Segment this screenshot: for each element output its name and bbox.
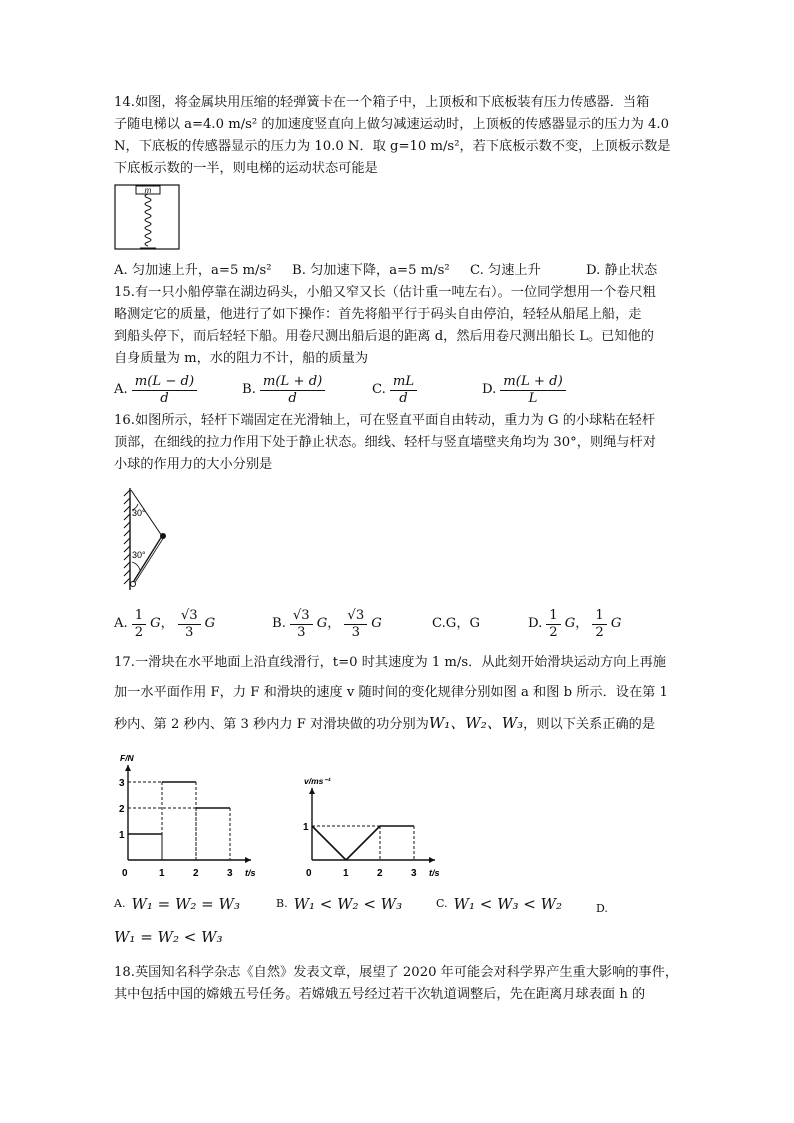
q16-option-b-label: B. — [272, 616, 286, 631]
q17-stem-line-3b: ，则以下关系正确的是 — [523, 717, 656, 732]
q15-a-numerator: m(L − d) — [132, 374, 197, 391]
q16-d-f2-num: 1 — [592, 608, 606, 625]
q16-ball — [160, 533, 166, 539]
q16-b-f1-den: 3 — [297, 624, 306, 640]
q16-stem-line-1: 16.如图所示，轻杆下端固定在光滑轴上，可在竖直平面自由转动，重力为 G 的小球粘在轻杆 — [114, 413, 656, 428]
q15-options — [114, 370, 682, 410]
q16-d-f2-den: 2 — [595, 624, 604, 640]
question-16 — [114, 410, 682, 644]
q17-stem-line-2: 加一水平面作用 F，力 F 和滑块的速度 v 随时间的变化规律分别如图 a 和图 b 所示．设在第 1 — [114, 685, 668, 700]
q15-option-c[interactable] — [372, 374, 482, 407]
q15-option-c-fraction — [390, 374, 417, 407]
q17-option-b-expr: W₁ < W₂ < W₃ — [293, 895, 403, 913]
q14-option-b[interactable]: B. 匀加速下降，a=5 m/s² — [292, 263, 450, 278]
q17-graph-b — [298, 750, 468, 884]
question-14 — [114, 92, 682, 282]
y-tick-label: 3 — [119, 778, 125, 789]
q16-a-fraction-2 — [178, 608, 201, 641]
q15-d-numerator: m(L + d) — [500, 374, 565, 391]
y-axis-label: v/ms⁻¹ — [304, 776, 331, 786]
q16-b-fraction-1 — [290, 608, 313, 641]
q15-stem-line-1: 15.有一只小船停靠在湖边码头，小船又窄又长（估计重一吨左右）。一位同学想用一个卷尺粗 — [114, 285, 656, 300]
q16-d-g1: G — [564, 616, 576, 631]
q17-stem-line-1: 17.一滑块在水平地面上沿直线滑行，t=0 时其速度为 1 m/s．从此刻开始滑块运动方向上再施 — [114, 655, 666, 670]
y-axis-arrow — [125, 765, 131, 771]
q15-option-c-label: C. — [372, 382, 386, 397]
y-tick-label: 1 — [303, 822, 309, 833]
q16-rod — [132, 536, 162, 584]
q16-b-f1-num: √3 — [290, 608, 313, 625]
q14-stem-line-1: 14.如图，将金属块用压缩的轻弹簧卡在一个箱子中，上顶板和下底板装有压力传感器．当箱 — [114, 95, 650, 110]
q14-spring — [145, 194, 151, 246]
q16-option-a[interactable] — [114, 608, 272, 641]
q16-b-f2-num: √3 — [344, 608, 367, 625]
q16-d-f1-den: 2 — [549, 624, 558, 640]
q16-b-sep: ， — [327, 616, 341, 631]
q17-option-d-expr: W₁ = W₂ < W₃ — [114, 928, 223, 946]
q16-stem-line-3: 小球的作用力的大小分别是 — [114, 457, 273, 472]
y-axis-label: F/N — [120, 753, 134, 763]
q15-d-denominator: L — [528, 390, 538, 406]
q16-d-sep: ， — [575, 616, 589, 631]
q14-option-d[interactable]: D. 静止状态 — [586, 263, 658, 278]
q14-options — [114, 260, 682, 282]
q16-a-sep: ， — [160, 616, 174, 631]
q17-options — [114, 888, 682, 920]
q16-b-fraction-2 — [344, 608, 367, 641]
q16-angle-top-label: 30° — [132, 508, 146, 518]
q17-option-a[interactable] — [114, 893, 276, 915]
q15-b-denominator: d — [288, 390, 297, 406]
q17-stem-line-3a: 秒内、第 2 秒内、第 3 秒内力 F 对滑块做的功分别为 — [114, 717, 429, 732]
x-tick-label: 2 — [377, 868, 383, 879]
y-tick-label: 1 — [119, 830, 125, 841]
x-tick-label: 0 — [306, 868, 312, 879]
q14-spring-box-figure — [114, 184, 184, 254]
q16-d-fraction-1 — [546, 608, 560, 641]
q15-stem-line-4: 自身质量为 m，水的阻力不计，船的质量为 — [114, 351, 369, 366]
q14-stem-line-2: 子随电梯以 a=4.0 m/s² 的加速度竖直向上做匀减速运动时，上顶板的传感器显示的压力为 4.0 — [114, 117, 669, 132]
q17-work-symbols: W₁、W₂、W₃ — [428, 714, 524, 732]
q18-stem-line-1: 18.英国知名科学杂志《自然》发表文章，展望了 2020 年可能会对科学界产生重大影响的事件， — [114, 965, 679, 980]
q16-d-g2: G — [610, 616, 622, 631]
q16-b-g2: G — [371, 616, 382, 631]
q16-option-d[interactable] — [528, 608, 621, 641]
q18-stem-line-2: 其中包括中国的嫦娥五号任务。若嫦娥五号经过若干次轨道调整后，先在距离月球表面 h 的 — [114, 987, 646, 1002]
y-tick-label: 2 — [119, 804, 125, 815]
q16-wall-rod-figure — [118, 484, 188, 596]
q17-option-b-label: B. — [276, 897, 288, 910]
x-tick-label: 0 — [122, 868, 128, 879]
x-tick-label: 3 — [227, 868, 233, 879]
q15-option-a-label: A. — [114, 382, 128, 397]
q15-a-denominator: d — [160, 390, 169, 406]
q15-option-d[interactable] — [482, 374, 570, 407]
q17-option-a-label: A. — [114, 897, 126, 910]
q15-option-a[interactable] — [114, 374, 242, 407]
velocity-segment — [312, 826, 346, 860]
q17-option-a-expr: W₁ = W₂ = W₃ — [131, 895, 240, 913]
q16-b-g1: G — [316, 616, 328, 631]
q17-option-d-label[interactable]: D. — [596, 902, 608, 915]
q14-option-c[interactable]: C. 匀速上升 — [470, 263, 541, 278]
q15-option-b-label: B. — [242, 382, 256, 397]
q14-stem-line-4: 下底板示数的一半，则电梯的运动状态可能是 — [114, 161, 378, 176]
q16-option-b[interactable] — [272, 608, 432, 641]
q15-option-b-fraction — [260, 374, 325, 407]
q16-a-f1-num: 1 — [132, 608, 146, 625]
q17-graphs — [114, 750, 682, 884]
q15-option-d-label: D. — [482, 382, 497, 397]
x-axis-arrow — [429, 857, 435, 863]
q16-pivot — [131, 582, 136, 587]
x-axis-arrow — [245, 857, 251, 863]
x-tick-label: 2 — [193, 868, 199, 879]
q15-b-numerator: m(L + d) — [260, 374, 325, 391]
y-axis-arrow — [309, 788, 315, 794]
x-tick-label: 1 — [343, 868, 349, 879]
q17-graph-a — [114, 750, 284, 884]
q16-d-fraction-2 — [592, 608, 606, 641]
q14-mass-label: m — [144, 186, 152, 195]
question-18 — [114, 962, 682, 1006]
q15-option-a-fraction — [132, 374, 197, 407]
q15-stem-line-3: 到船头停下，而后轻轻下船。用卷尺测出船后退的距离 d，然后用卷尺测出船长 L。已知他的 — [114, 329, 654, 344]
q15-option-b[interactable] — [242, 374, 372, 407]
q15-c-numerator: mL — [390, 374, 417, 391]
q16-a-f2-num: √3 — [178, 608, 201, 625]
q17-option-b[interactable] — [276, 893, 436, 915]
q17-option-d[interactable] — [114, 920, 682, 954]
q16-a-g1: G — [150, 616, 161, 631]
x-tick-label: 1 — [159, 868, 165, 879]
q16-option-d-label: D. — [528, 616, 543, 631]
q14-option-a[interactable]: A. 匀加速上升，a=5 m/s² — [114, 263, 272, 278]
q15-option-d-fraction — [500, 374, 565, 407]
q15-stem-line-2: 略测定它的质量，他进行了如下操作：首先将船平行于码头自由停泊，轻轻从船尾上船，走 — [114, 307, 642, 322]
q17-option-c[interactable] — [436, 893, 596, 915]
q16-a-f1-den: 2 — [134, 624, 144, 640]
q16-d-f1-num: 1 — [546, 608, 560, 625]
q16-a-fraction-1 — [132, 608, 146, 641]
question-15 — [114, 282, 682, 410]
q16-a-f2-den: 3 — [185, 624, 194, 640]
x-axis-label: t/s — [429, 868, 440, 878]
q16-angle-bottom-label: 30° — [132, 550, 146, 560]
q16-b-f2-den: 3 — [351, 624, 361, 640]
q17-stem-line-3 — [114, 708, 682, 740]
q16-a-g2: G — [204, 616, 216, 631]
x-tick-label: 3 — [411, 868, 417, 879]
q17-option-c-expr: W₁ < W₃ < W₂ — [453, 895, 563, 913]
q14-stem-line-3: N，下底板的传感器显示的压力为 10.0 N．取 g=10 m/s²，若下底板示数不变，上顶板示数是 — [114, 139, 671, 154]
q16-option-a-label: A. — [114, 616, 128, 631]
q17-option-c-label: C. — [436, 897, 448, 910]
q16-option-c[interactable]: C.G，G — [432, 616, 481, 631]
velocity-segment — [346, 826, 380, 860]
x-axis-label: t/s — [245, 868, 256, 878]
q16-options — [114, 604, 682, 644]
page — [114, 92, 682, 1006]
q16-stem-line-2: 顶部，在细线的拉力作用下处于静止状态。细线、轻杆与竖直墙壁夹角均为 30°，则绳与杆对 — [114, 435, 656, 450]
question-17 — [114, 648, 682, 954]
q15-c-denominator: d — [399, 390, 408, 406]
